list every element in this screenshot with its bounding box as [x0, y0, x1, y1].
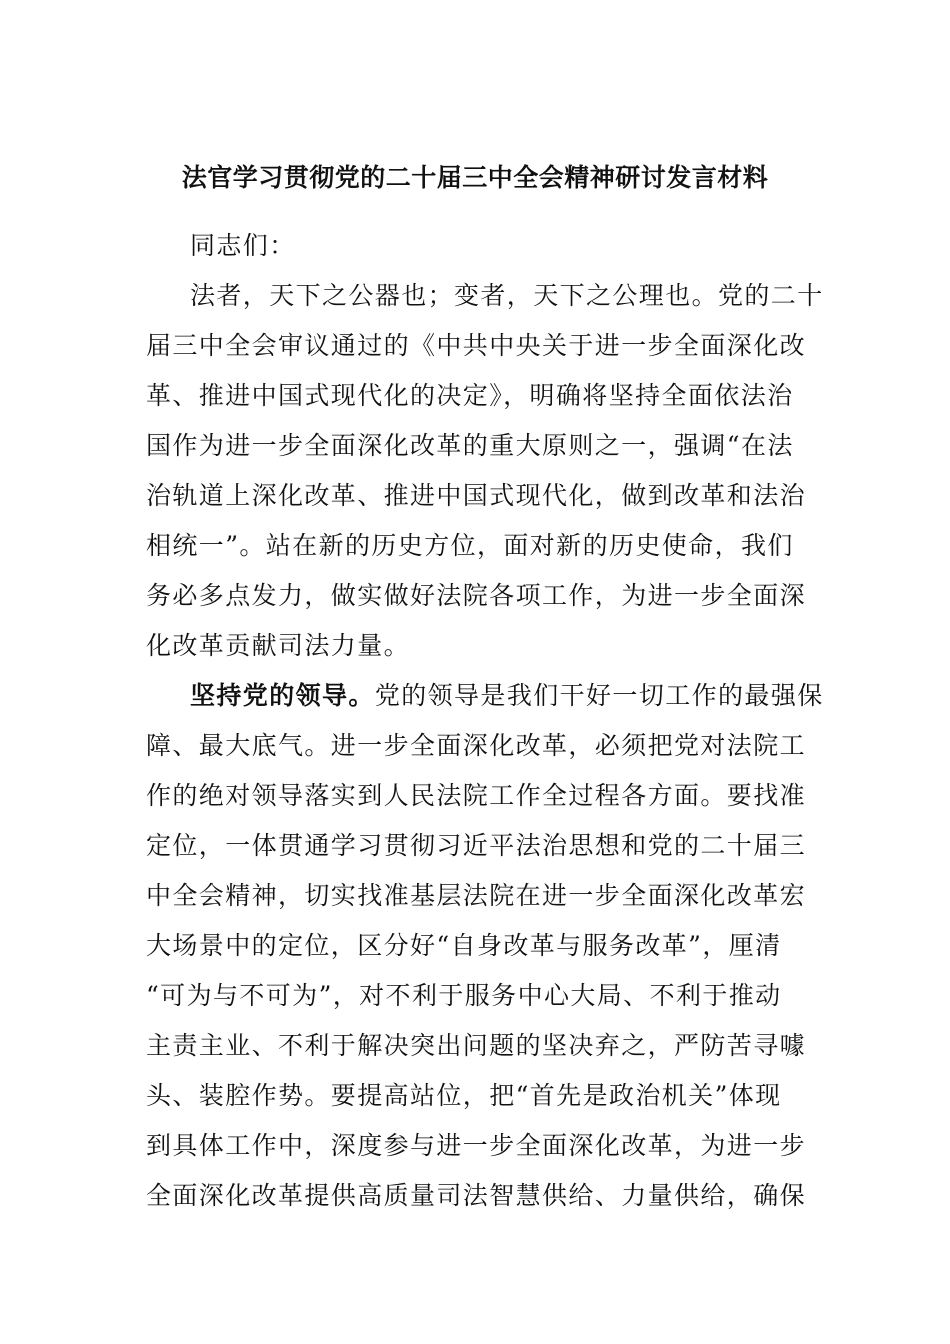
paragraph-1-line: 相统一”。站在新的历史方位，面对新的历史使命，我们 [146, 531, 794, 560]
paragraph-2-line: 定位，一体贯通学习贯彻习近平法治思想和党的二十届三 [146, 831, 807, 860]
paragraph-2-line: 主责主业、不利于解决突出问题的坚决弃之，严防苦寻噱 [146, 1031, 807, 1060]
paragraph-2-line: 全面深化改革提供高质量司法智慧供给、力量供给，确保 [146, 1181, 807, 1210]
paragraph-1-line: 法者，天下之公器也；变者，天下之公理也。党的二十 [190, 281, 824, 310]
paragraph-1-line: 化改革贡献司法力量。 [146, 631, 411, 660]
document-title: 法官学习贯彻党的二十届三中全会精神研讨发言材料 [181, 163, 769, 192]
paragraph-2-line: 到具体工作中，深度参与进一步全面深化改革，为进一步 [146, 1131, 807, 1160]
paragraph-1-line: 革、推进中国式现代化的决定》，明确将坚持全面依法治 [146, 381, 794, 410]
paragraph-2-line: 大场景中的定位，区分好“自身改革与服务改革”，厘清 [146, 931, 782, 960]
paragraph-1-line: 治轨道上深化改革、推进中国式现代化，做到改革和法治 [146, 481, 807, 510]
paragraph-2-first-line-text: 党的领导是我们干好一切工作的最强保 [374, 681, 824, 710]
paragraph-1-line: 务必多点发力，做实做好法院各项工作，为进一步全面深 [146, 581, 807, 610]
salutation: 同志们： [190, 231, 296, 260]
paragraph-1-line: 国作为进一步全面深化改革的重大原则之一，强调“在法 [146, 431, 794, 460]
paragraph-2-line: 头、装腔作势。要提高站位，把“首先是政治机关”体现 [146, 1081, 782, 1110]
paragraph-2-line: 障、最大底气。进一步全面深化改革，必须把党对法院工 [146, 731, 807, 760]
paragraph-2-first-line [190, 676, 824, 716]
paragraph-2-line: 作的绝对领导落实到人民法院工作全过程各方面。要找准 [146, 781, 807, 810]
paragraph-1-line: 届三中全会审议通过的《中共中央关于进一步全面深化改 [146, 331, 807, 360]
section-heading: 坚持党的领导。 [190, 681, 375, 710]
paragraph-2-line: 中全会精神，切实找准基层法院在进一步全面深化改革宏 [146, 881, 807, 910]
paragraph-2-line: “可为与不可为”，对不利于服务中心大局、不利于推动 [146, 981, 782, 1010]
